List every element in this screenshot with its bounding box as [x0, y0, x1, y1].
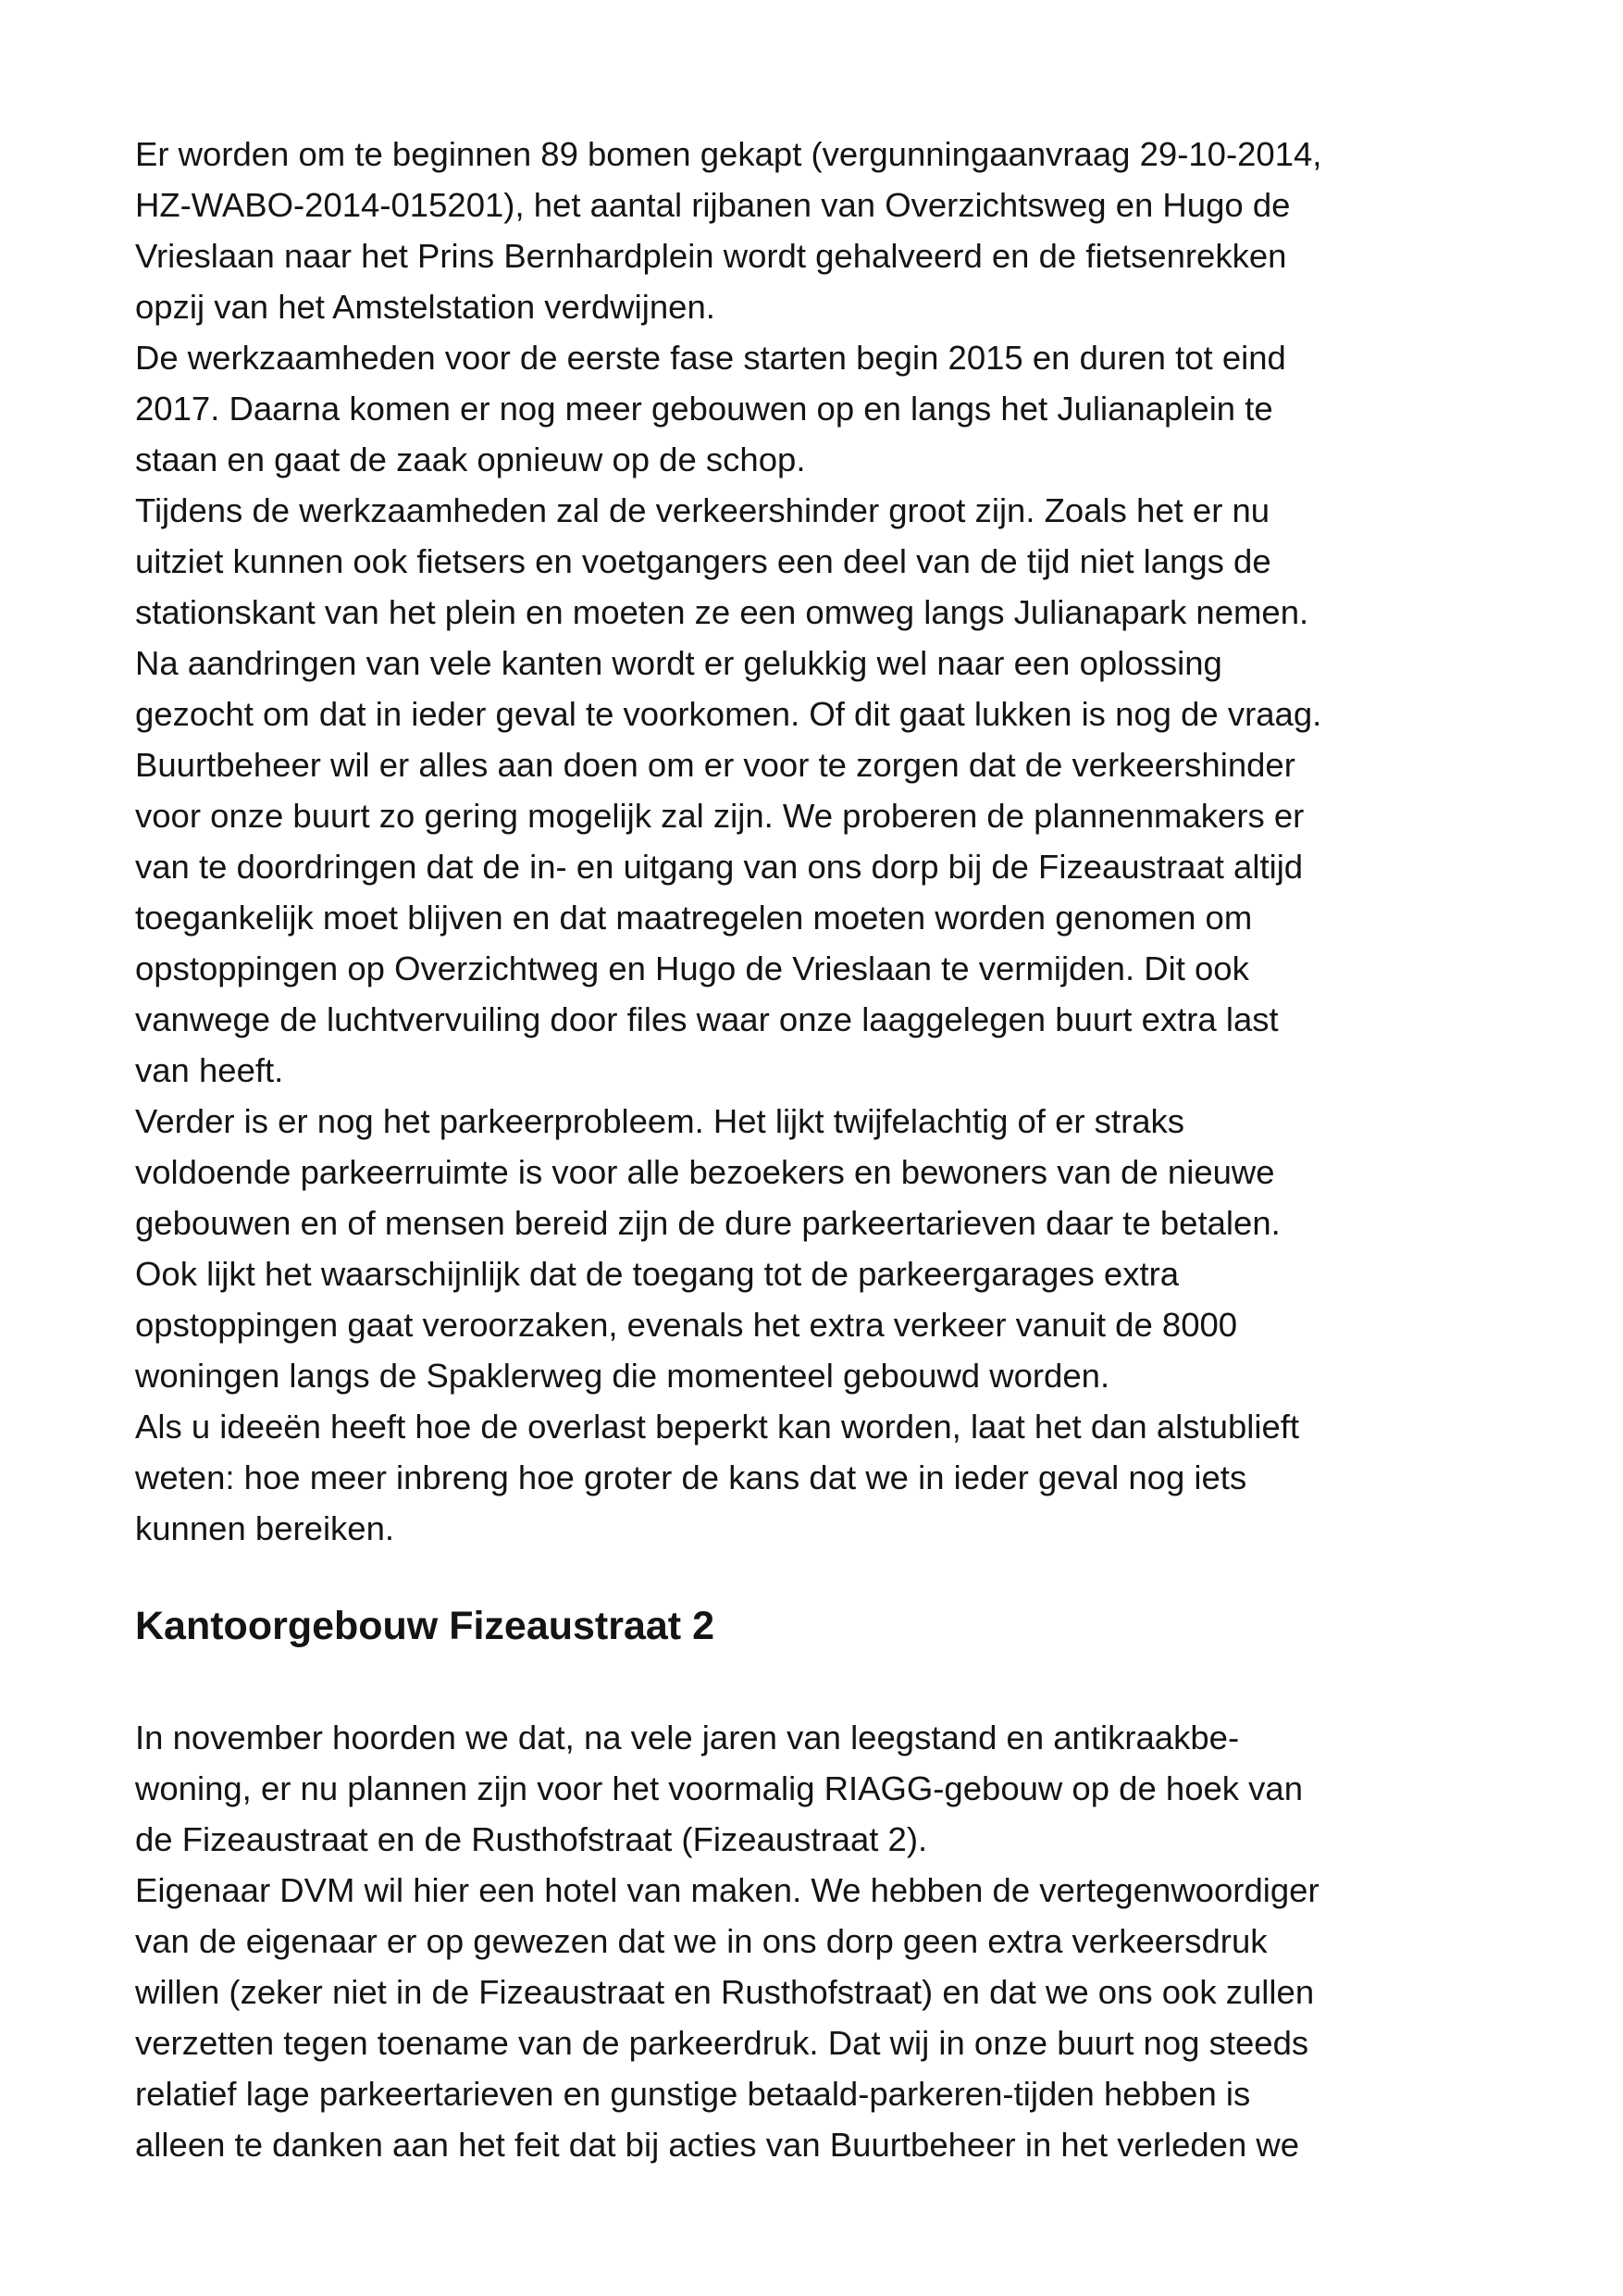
- text-line: kunnen bereiken.: [135, 1509, 395, 1547]
- text-line: Buurtbeheer wil er alles aan doen om er voor te zorgen dat de verkeershinder: [135, 746, 1295, 784]
- text-line: voldoende parkeerruimte is voor alle bezoekers en bewoners van de nieuwe: [135, 1153, 1275, 1191]
- text-line: weten: hoe meer inbreng hoe groter de kans dat we in ieder geval nog iets: [135, 1458, 1247, 1496]
- text-line: willen (zeker niet in de Fizeaustraat en Rusthofstraat) en dat we ons ook zullen: [135, 1973, 1315, 2011]
- text-line: van de eigenaar er op gewezen dat we in ons dorp geen extra verkeersdruk: [135, 1922, 1268, 1960]
- text-line: uitziet kunnen ook fietsers en voetgangers een deel van de tijd niet langs de: [135, 542, 1271, 580]
- text-line: opzij van het Amstelstation verdwijnen.: [135, 288, 715, 326]
- text-line: Vrieslaan naar het Prins Bernhardplein wordt gehalveerd en de fietsenrekken: [135, 237, 1287, 275]
- text-line: opstoppingen gaat veroorzaken, evenals het extra verkeer vanuit de 8000: [135, 1306, 1238, 1344]
- text-line: 2017. Daarna komen er nog meer gebouwen op en langs het Julianaplein te: [135, 390, 1273, 428]
- text-line: woning, er nu plannen zijn voor het voormalig RIAGG-gebouw op de hoek van: [135, 1769, 1304, 1807]
- text-line: gebouwen en of mensen bereid zijn de dure parkeertarieven daar te betalen.: [135, 1204, 1281, 1242]
- text-line: toegankelijk moet blijven en dat maatregelen moeten worden genomen om: [135, 899, 1253, 937]
- text-line: stationskant van het plein en moeten ze een omweg langs Julianapark nemen.: [135, 593, 1309, 631]
- text-line: Ook lijkt het waarschijnlijk dat de toegang tot de parkeergarages extra: [135, 1255, 1180, 1293]
- text-line: In november hoorden we dat, na vele jaren van leegstand en antikraakbe-: [135, 1719, 1240, 1756]
- text-line: van heeft.: [135, 1051, 284, 1089]
- text-line: Eigenaar DVM wil hier een hotel van maken. We hebben de vertegenwoordiger: [135, 1871, 1319, 1909]
- text-line: Er worden om te beginnen 89 bomen gekapt (vergunningaanvraag 29-10-2014,: [135, 135, 1322, 173]
- section-body-text: [135, 1712, 1495, 2170]
- text-line: woningen langs de Spaklerweg die momenteel gebouwd worden.: [135, 1357, 1110, 1395]
- text-line: vanwege de luchtvervuiling door files waar onze laaggelegen buurt extra last: [135, 1000, 1279, 1038]
- section-heading: Kantoorgebouw Fizeaustraat 2: [135, 1604, 714, 1648]
- text-line: verzetten tegen toename van de parkeerdruk. Dat wij in onze buurt nog steeds: [135, 2024, 1309, 2062]
- text-line: HZ-WABO-2014-015201), het aantal rijbanen van Overzichtsweg en Hugo de: [135, 186, 1291, 224]
- text-line: De werkzaamheden voor de eerste fase starten begin 2015 en duren tot eind: [135, 339, 1286, 377]
- text-line: relatief lage parkeertarieven en gunstige betaald-parkeren-tijden hebben is: [135, 2075, 1251, 2113]
- section-body-text: [135, 129, 1495, 1554]
- text-line: gezocht om dat in ieder geval te voorkomen. Of dit gaat lukken is nog de vraag.: [135, 695, 1322, 733]
- text-line: staan en gaat de zaak opnieuw op de schop.: [135, 441, 806, 478]
- text-line: van te doordringen dat de in- en uitgang van ons dorp bij de Fizeaustraat altijd: [135, 848, 1304, 886]
- text-line: Na aandringen van vele kanten wordt er gelukkig wel naar een oplossing: [135, 644, 1222, 682]
- text-line: Tijdens de werkzaamheden zal de verkeershinder groot zijn. Zoals het er nu: [135, 491, 1270, 529]
- text-line: Als u ideeën heeft hoe de overlast beperkt kan worden, laat het dan alstublieft: [135, 1408, 1300, 1446]
- text-line: opstoppingen op Overzichtweg en Hugo de Vrieslaan te vermijden. Dit ook: [135, 949, 1249, 987]
- text-line: Verder is er nog het parkeerprobleem. Het lijkt twijfelachtig of er straks: [135, 1102, 1185, 1140]
- text-line: de Fizeaustraat en de Rusthofstraat (Fizeaustraat 2).: [135, 1820, 928, 1858]
- text-line: alleen te danken aan het feit dat bij acties van Buurtbeheer in het verleden we: [135, 2126, 1300, 2164]
- text-line: voor onze buurt zo gering mogelijk zal zijn. We proberen de plannenmakers er: [135, 797, 1305, 835]
